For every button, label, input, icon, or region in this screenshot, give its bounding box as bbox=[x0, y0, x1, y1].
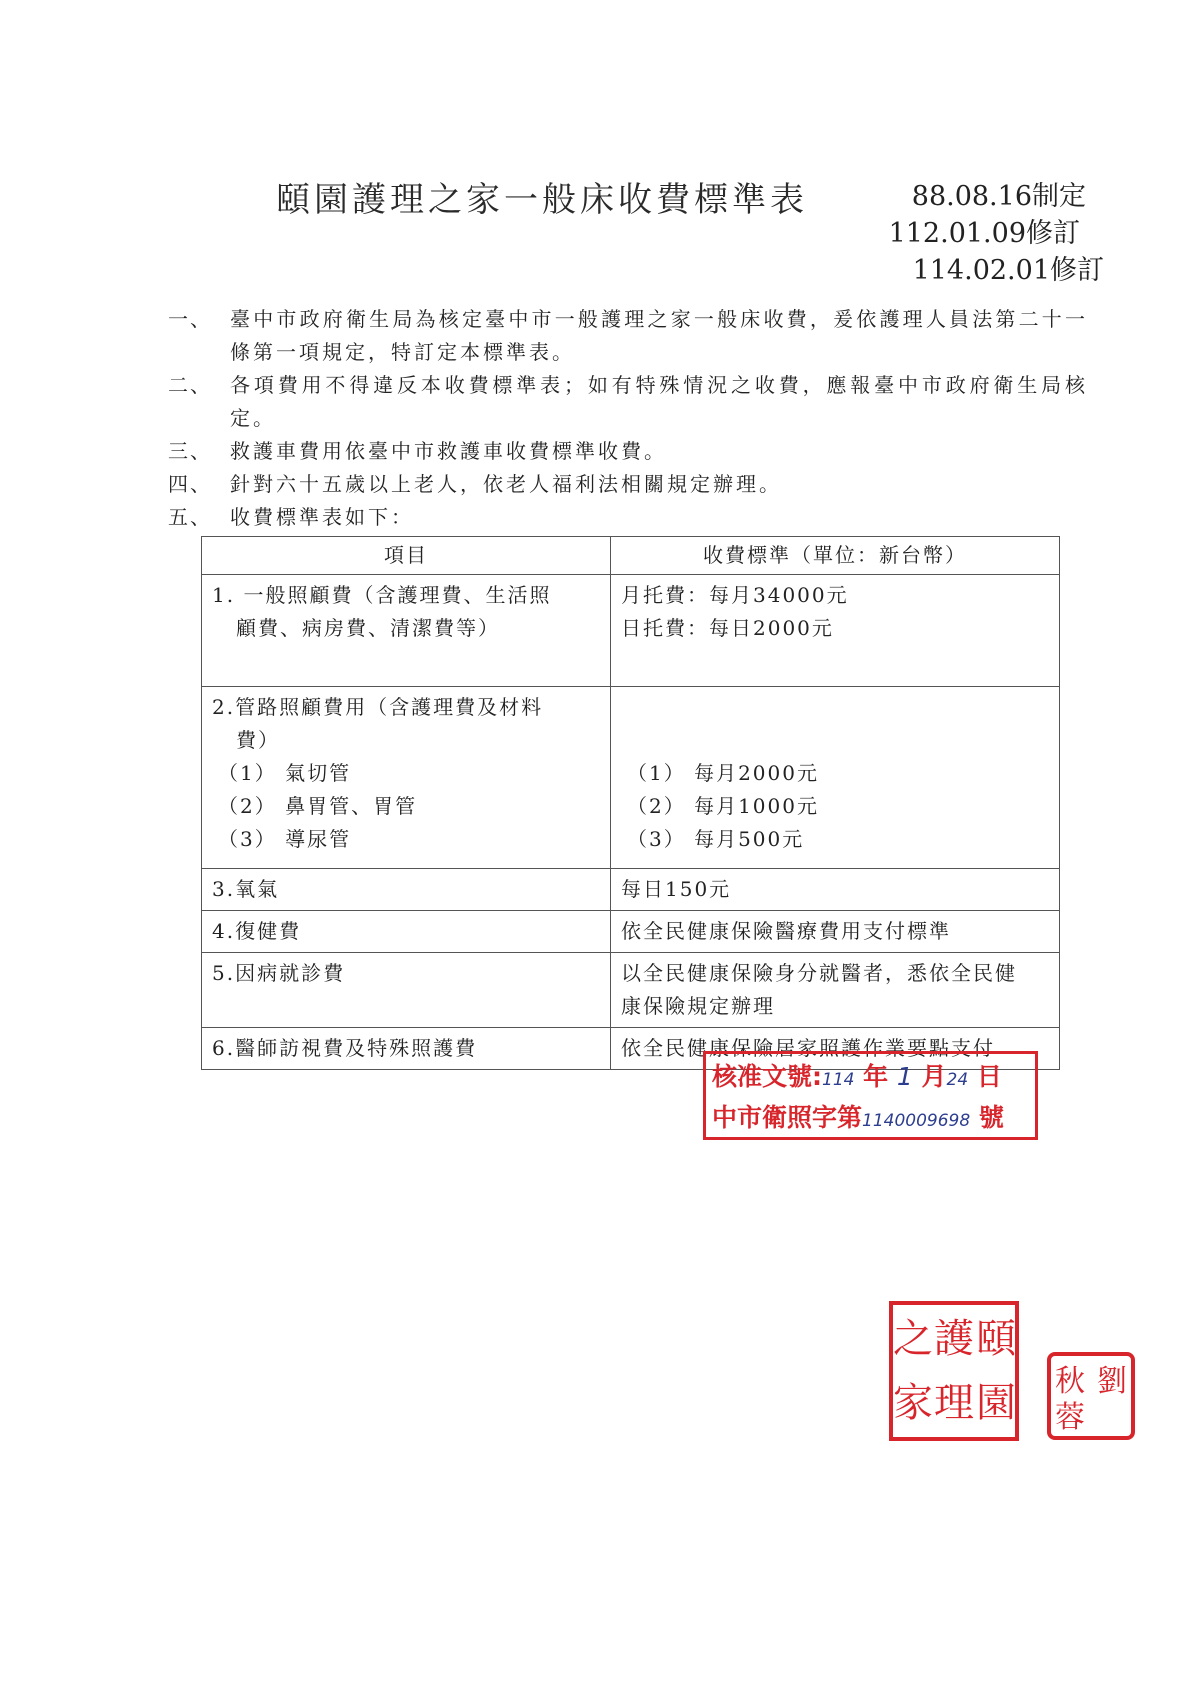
fee-cell bbox=[611, 869, 1060, 911]
item-cell bbox=[202, 575, 611, 687]
date-revised-2: 114.02.01修訂 bbox=[912, 255, 1104, 286]
table-row bbox=[202, 687, 1060, 869]
clause-number: 二、 bbox=[168, 373, 212, 397]
clause-text: 針對六十五歲以上老人，依老人福利法相關規定辦理。 bbox=[230, 472, 782, 496]
date-revised-1: 112.01.09修訂 bbox=[888, 218, 1080, 249]
fee-line: （1） 每月2000元 bbox=[627, 761, 819, 785]
item-cell bbox=[202, 869, 611, 911]
approval-month: 1 bbox=[896, 1062, 913, 1091]
seal-char: 園 bbox=[976, 1380, 1016, 1426]
seal-char: 蓉 bbox=[1055, 1400, 1085, 1435]
approval-day-unit: 日 bbox=[976, 1062, 1002, 1091]
revision-dates bbox=[889, 178, 1104, 289]
fee-line: 依全民健康保險居家照護作業要點支付 bbox=[621, 1036, 995, 1060]
approval-line-2 bbox=[712, 1099, 1029, 1140]
fee-line: 依全民健康保險醫療費用支付標準 bbox=[621, 919, 951, 943]
clause bbox=[168, 468, 1088, 501]
fee-cell bbox=[611, 575, 1060, 687]
approval-year: 114 bbox=[822, 1070, 855, 1090]
fee-line: 康保險規定辦理 bbox=[621, 994, 775, 1018]
seal-char: 頤 bbox=[976, 1316, 1016, 1362]
table-row bbox=[202, 953, 1060, 1028]
fee-line: （2） 每月1000元 bbox=[627, 794, 819, 818]
approval-prefix-2: 中市衛照字第 bbox=[712, 1103, 863, 1132]
item-cell bbox=[202, 1028, 611, 1070]
item-line: 費） bbox=[236, 728, 280, 752]
personal-seal bbox=[1046, 1351, 1136, 1441]
clause-text: 救護車費用依臺中市救護車收費標準收費。 bbox=[230, 439, 667, 463]
item-line: 顧費、病房費、清潔費等） bbox=[236, 616, 500, 640]
approval-month-unit: 月 bbox=[921, 1062, 947, 1091]
fee-cell bbox=[611, 687, 1060, 869]
seal-char: 劉 bbox=[1097, 1364, 1127, 1399]
document-title: 頤園護理之家一般床收費標準表 bbox=[276, 180, 808, 220]
clause bbox=[168, 501, 1088, 534]
seal-char: 護 bbox=[934, 1316, 974, 1362]
fee-line: 日托費：每日2000元 bbox=[621, 616, 834, 640]
seal-char: 秋 bbox=[1055, 1364, 1085, 1399]
item-line: 2.管路照顧費用（含護理費及材料 bbox=[212, 695, 544, 719]
clause-number: 四、 bbox=[168, 472, 212, 496]
item-cell bbox=[202, 953, 611, 1028]
item-line: 6.醫師訪視費及特殊照護費 bbox=[212, 1036, 478, 1060]
table-header-row bbox=[202, 537, 1060, 575]
table-row bbox=[202, 575, 1060, 687]
header-fee: 收費標準（單位：新台幣） bbox=[611, 537, 1060, 575]
clause-text: 收費標準表如下： bbox=[230, 505, 414, 529]
seal-char: 之 bbox=[893, 1316, 933, 1362]
clause bbox=[168, 369, 1088, 435]
approval-doc-no: 1140009698 bbox=[862, 1111, 971, 1131]
clause-number: 五、 bbox=[168, 505, 212, 529]
approval-stamp bbox=[703, 1051, 1038, 1140]
institution-seal bbox=[888, 1300, 1020, 1442]
table-row bbox=[202, 911, 1060, 953]
item-cell bbox=[202, 687, 611, 869]
approval-line-1 bbox=[712, 1058, 1029, 1099]
fee-cell bbox=[611, 953, 1060, 1028]
item-line: （2） 鼻胃管、胃管 bbox=[218, 794, 418, 818]
item-line: 3.氧氣 bbox=[212, 877, 280, 901]
item-line: 1. 一般照顧費（含護理費、生活照 bbox=[212, 583, 552, 607]
clause-text: 臺中市政府衛生局為核定臺中市一般護理之家一般床收費，爰依護理人員法第二十一條第一項規定，特訂定本標準表。 bbox=[230, 307, 1088, 364]
approval-doc-unit: 號 bbox=[978, 1103, 1004, 1132]
clause-number: 三、 bbox=[168, 439, 212, 463]
fee-line: 每日150元 bbox=[621, 877, 732, 901]
approval-year-unit: 年 bbox=[863, 1062, 889, 1091]
fee-line: 以全民健康保險身分就醫者，悉依全民健 bbox=[621, 961, 1017, 985]
seal-char: 家 bbox=[893, 1380, 933, 1426]
fee-cell bbox=[611, 911, 1060, 953]
item-line: 5.因病就診費 bbox=[212, 961, 346, 985]
spacer bbox=[621, 724, 1049, 757]
fee-line: （3） 每月500元 bbox=[627, 827, 805, 851]
item-line: （3） 導尿管 bbox=[218, 827, 352, 851]
clause-list bbox=[168, 303, 1088, 534]
clause bbox=[168, 303, 1088, 369]
table-row bbox=[202, 869, 1060, 911]
item-line: （1） 氣切管 bbox=[218, 761, 352, 785]
item-cell bbox=[202, 911, 611, 953]
fee-line: 月托費：每月34000元 bbox=[621, 583, 849, 607]
fee-table bbox=[201, 536, 1060, 1070]
header-item: 項目 bbox=[202, 537, 611, 575]
approval-day: 24 bbox=[946, 1070, 969, 1090]
clause-text: 各項費用不得違反本收費標準表；如有特殊情況之收費，應報臺中市政府衛生局核定。 bbox=[230, 373, 1088, 430]
clause bbox=[168, 435, 1088, 468]
seal-char: 理 bbox=[934, 1380, 974, 1426]
spacer bbox=[621, 691, 1049, 724]
approval-prefix: 核准文號: bbox=[712, 1062, 822, 1091]
clause-number: 一、 bbox=[168, 307, 212, 331]
item-line: 4.復健費 bbox=[212, 919, 302, 943]
date-established: 88.08.16制定 bbox=[911, 181, 1086, 212]
